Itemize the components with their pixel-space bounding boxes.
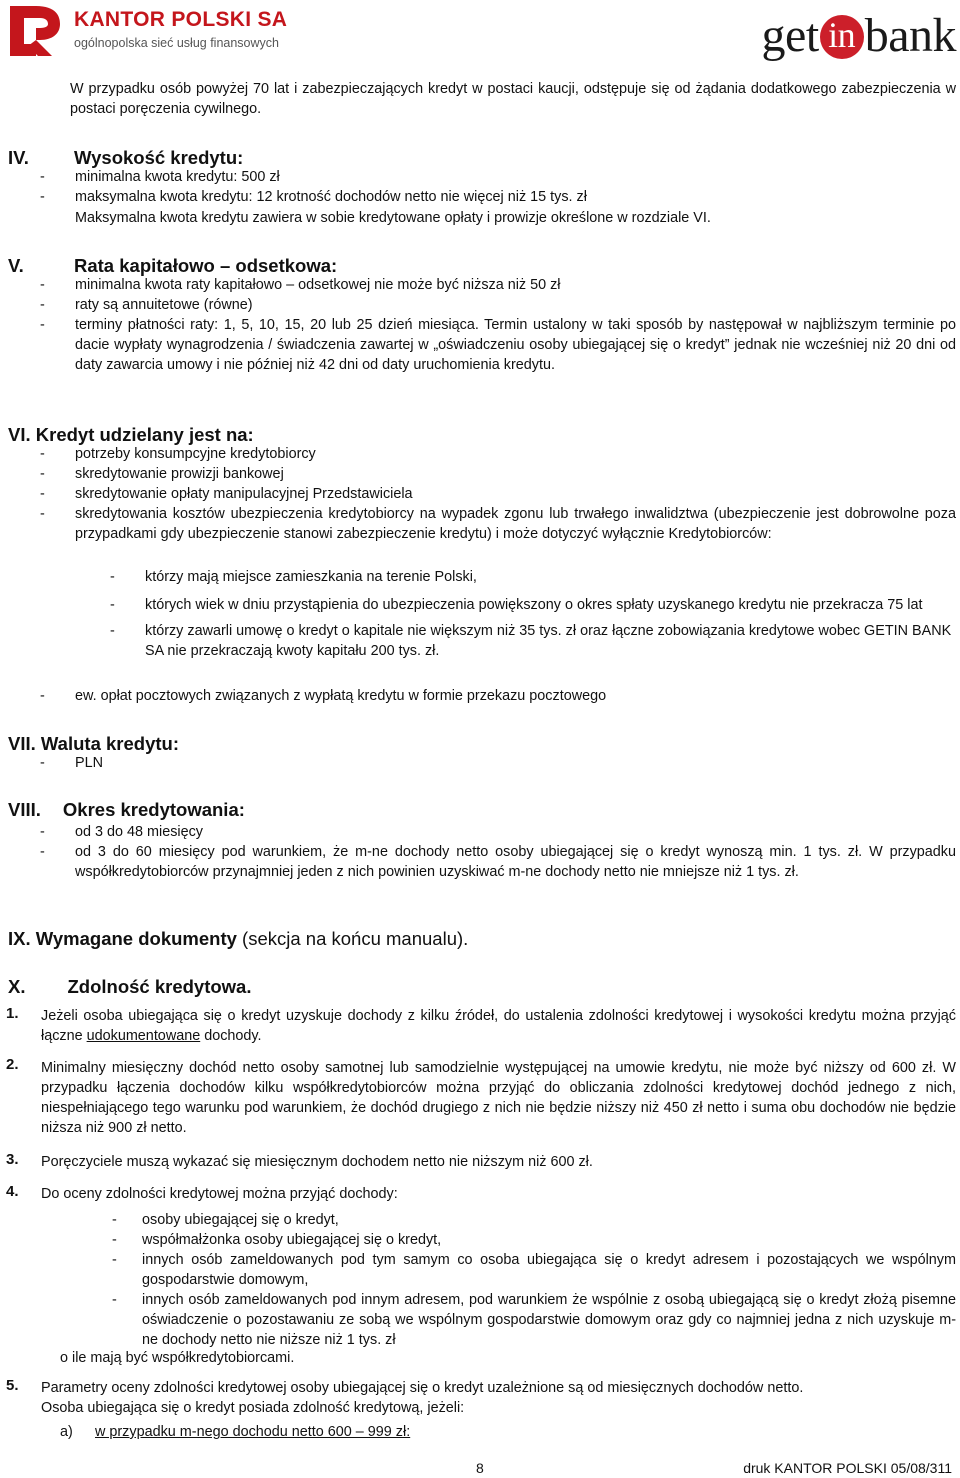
section-vi-title: Kredyt udzielany jest na: xyxy=(35,424,254,445)
list-item: - od 3 do 48 miesięcy xyxy=(40,824,203,840)
item-1-number: 1. xyxy=(6,1005,19,1022)
page-number: 8 xyxy=(476,1460,484,1476)
list-item: - minimalna kwota raty kapitałowo – odsetkowej nie może być niższa niż 50 zł xyxy=(40,277,561,293)
section-v-title: Rata kapitałowo – odsetkowa: xyxy=(74,255,338,276)
getin-bank-logo xyxy=(762,8,956,64)
list-item: - skredytowanie opłaty manipulacyjnej Przedstawiciela xyxy=(40,486,413,502)
section-vi-number: VI. xyxy=(8,424,31,445)
item-4-tail: o ile mają być współkredytobiorcami. xyxy=(60,1350,295,1366)
list-item: - osoby ubiegającej się o kredyt, xyxy=(112,1212,339,1228)
section-ix-heading xyxy=(8,928,468,950)
getin-bank-logo-bank: bank xyxy=(864,9,956,62)
list-item: - od 3 do 60 miesięcy pod warunkiem, że m-ne dochody netto osoby ubiegającej się o kredyt wynoszą min. 1 tys. zł. W przypadku współkredytobiorców przynajmniej jeden z nich powinien uzyskiwać m-ne dochody netto nie mniejsze niż 1 tys. zł. xyxy=(40,844,956,880)
section-iv-number: IV. xyxy=(8,147,29,168)
list-item: - skredytowanie prowizji bankowej xyxy=(40,466,284,482)
item-5-text: Parametry oceny zdolności kredytowej osoby ubiegającej się o kredyt uzależnione są od miesięcznych dochodów netto. xyxy=(41,1380,804,1396)
item-4-list xyxy=(112,1210,956,1350)
list-item: - minimalna kwota kredytu: 500 zł xyxy=(40,169,280,185)
section-viii-title: Okres kredytowania: xyxy=(62,799,245,820)
section-x-number: X. xyxy=(8,976,26,997)
kantor-polski-tagline: ogólnopolska sieć usług finansowych xyxy=(74,36,279,50)
section-vii-heading xyxy=(8,733,179,755)
list-item: - potrzeby konsumpcyjne kredytobiorcy xyxy=(40,446,316,462)
list-item: - których wiek w dniu przystąpienia do ubezpieczenia powiększony o okres spłaty uzyskanego kredytu nie przekracza 75 lat xyxy=(110,597,923,613)
section-vii-number: VII. xyxy=(8,733,36,754)
item-5-sub-text: w przypadku m-nego dochodu netto 600 – 999 zł: xyxy=(95,1424,411,1440)
item-2-number: 2. xyxy=(6,1056,19,1073)
item-5-sub xyxy=(60,1422,410,1442)
section-iv-heading xyxy=(8,147,243,169)
list-item: - innych osób zameldowanych pod innym adresem, pod warunkiem że wspólnie z osobą ubiegającą się o kredyt złożą pisemne oświadczenie o pozostawaniu ze sobą we wspólnym gospodarstwie domowym oraz gdy co najmniej jedna z nich uzyskuje m-ne dochody netto nie niższe niż 1 tys. zł xyxy=(112,1292,956,1348)
list-item: - maksymalna kwota kredytu: 12 krotność dochodów netto nie więcej niż 15 tys. zł xyxy=(40,189,587,205)
item-3-text: Poręczyciele muszą wykazać się miesięcznym dochodem netto nie niższym niż 600 zł. xyxy=(41,1154,593,1170)
item-5-condition: Osoba ubiegająca się o kredyt posiada zdolność kredytową, jeżeli: xyxy=(41,1400,465,1416)
intro-paragraph: W przypadku osób powyżej 70 lat i zabezpieczających kredyt w postaci kaucji, odstępuje się od żądania dodatkowego zabezpieczenia w postaci poręczenia cywilnego. xyxy=(70,81,956,117)
section-iv-title: Wysokość kredytu: xyxy=(74,147,244,168)
list-item: - raty są annuitetowe (równe) xyxy=(40,297,253,313)
item-4-number: 4. xyxy=(6,1183,19,1200)
section-x-heading xyxy=(8,976,252,998)
list-item: - współmałżonka osoby ubiegającej się o kredyt, xyxy=(112,1232,442,1248)
getin-bank-logo-in: in xyxy=(820,15,864,59)
item-2-text: Minimalny miesięczny dochód netto osoby samotnej lub samodzielnie występującej na umowie kredytu, nie może być niższy od 600 zł. W przypadku łączenia dochodów kilku współkredytobiorców można przyjąć do obliczania zdolności kredytowej dochód jednego z nich, niespełniającego tego warunku pod warunkiem, że dochód drugiego z nich nie będzie niższy niż 450 zł netto i suma obu dochodów nie będzie niższa niż 900 zł netto. xyxy=(41,1060,956,1136)
section-ix-title-rest: (sekcja na końcu manualu). xyxy=(236,928,469,949)
section-v-list xyxy=(40,275,956,375)
item-1-text: Jeżeli osoba ubiegająca się o kredyt uzyskuje dochody z kilku źródeł, do ustalenia zdolności kredytowej i wysokości kredytu można przyjąć łączne udokumentowane dochody. xyxy=(41,1008,956,1044)
section-ix-number: IX. xyxy=(8,928,31,949)
section-vi-last-item xyxy=(40,686,956,706)
item-5-sub-label: a) xyxy=(60,1424,73,1440)
section-viii-number: VIII. xyxy=(8,799,41,820)
list-item: - ew. opłat pocztowych związanych z wypłatą kredytu w formie przekazu pocztowego xyxy=(40,688,607,704)
section-iv-note: Maksymalna kwota kredytu zawiera w sobie kredytowane opłaty i prowizje określone w rozdziale VI. xyxy=(75,210,711,226)
kantor-polski-logo-mark-icon xyxy=(6,2,64,60)
section-vi-list xyxy=(40,444,956,544)
section-vi-sublist xyxy=(110,567,956,661)
item-3-number: 3. xyxy=(6,1151,19,1168)
section-ix-title: Wymagane dokumenty xyxy=(35,928,237,949)
getin-bank-logo-get: get xyxy=(761,9,819,62)
list-item: - terminy płatności raty: 1, 5, 10, 15, 20 lub 25 dzień miesiąca. Termin ustalony w taki sposób by następował w najbliższym terminie po dacie wypłaty wynagrodzenia / świadczenia zawartej w „oświadczeniu osoby ubiegającej się o kredyt” jednak nie wcześniej niż 20 dni od daty zawarcia umowy i nie później niż 42 dni od daty uruchomienia kredytu. xyxy=(40,317,956,373)
list-item: - którzy zawarli umowę o kredyt o kapitale nie większym niż 35 tys. zł oraz łączne zobowiązania kredytowe wobec GETIN BANK SA nie przekraczają kwoty kapitału 200 tys. zł. xyxy=(110,623,952,659)
section-vii-list xyxy=(40,753,956,773)
section-vii-title: Waluta kredytu: xyxy=(40,733,179,754)
item-5-number: 5. xyxy=(6,1377,19,1394)
document-code: druk KANTOR POLSKI 05/08/311 xyxy=(743,1460,952,1476)
section-vi-heading xyxy=(8,424,254,446)
list-item: - PLN xyxy=(40,755,103,771)
section-x-title: Zdolność kredytowa. xyxy=(67,976,252,997)
list-item: - którzy mają miejsce zamieszkania na terenie Polski, xyxy=(110,569,477,585)
list-item: - skredytowania kosztów ubezpieczenia kredytobiorcy na wypadek zgonu lub trwałego inwalidztwa (ubezpieczenie jest dobrowolne poza przypadkami gdy ubezpieczenie stanowi zabezpieczenie kredytu) i może dotyczyć wyłącznie Kredytobiorców: xyxy=(40,506,956,542)
item-4-text: Do oceny zdolności kredytowej można przyjąć dochody: xyxy=(41,1186,398,1202)
kantor-polski-name: KANTOR POLSKI SA xyxy=(74,8,288,31)
kantor-polski-logo xyxy=(6,2,288,62)
section-iv-list xyxy=(40,167,956,207)
section-viii-heading xyxy=(8,799,245,821)
section-viii-list xyxy=(40,822,956,882)
list-item: - innych osób zameldowanych pod tym samym co osoba ubiegająca się o kredyt adresem i pozostających we wspólnym gospodarstwie domowym, xyxy=(112,1252,956,1288)
section-v-number: V. xyxy=(8,255,24,276)
section-v-heading xyxy=(8,255,337,277)
